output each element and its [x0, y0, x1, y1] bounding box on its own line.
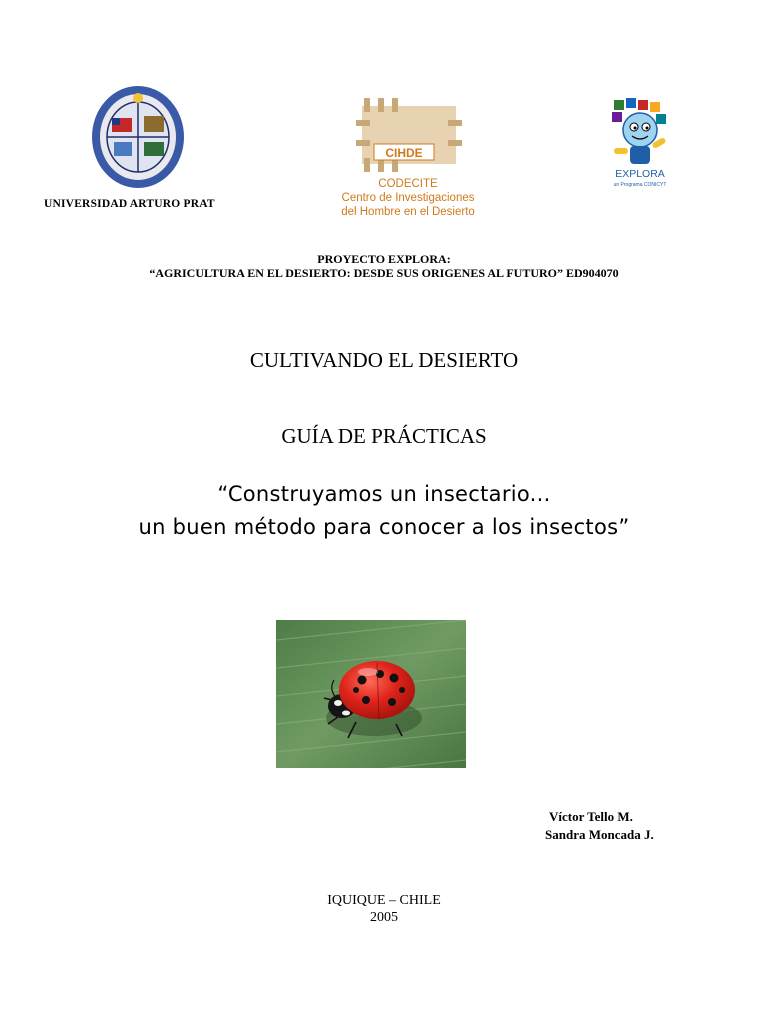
project-label: PROYECTO EXPLORA: [317, 252, 451, 266]
quote-line-1: “Construyamos un insectario... [217, 482, 551, 506]
svg-text:un Programa CONICYT: un Programa CONICYT [613, 182, 667, 188]
year: 2005 [370, 910, 398, 925]
author-1: Víctor Tello M. [549, 809, 633, 824]
authors [545, 808, 654, 844]
svg-text:CIHDE: CIHDE [385, 146, 423, 160]
university-name: UNIVERSIDAD ARTURO PRAT [44, 198, 215, 210]
explora-logo [600, 96, 680, 188]
project-title: “AGRICULTURA EN EL DESIERTO: DESDE SUS ORIGENES AL FUTURO” ED904070 [149, 266, 619, 280]
quote-line-2: un buen método para conocer a los insectos” [138, 515, 630, 539]
project-header [0, 252, 768, 280]
svg-text:EXPLORA: EXPLORA [615, 168, 665, 180]
codecite-caption [318, 177, 498, 219]
place: IQUIQUE – CHILE [327, 893, 441, 908]
author-2: Sandra Moncada J. [545, 827, 654, 842]
codecite-line-2: Centro de Investigaciones [341, 192, 475, 204]
document-subtitle: GUÍA DE PRÁCTICAS [281, 424, 487, 448]
cihde-logo [356, 96, 462, 174]
ladybug-photo [276, 620, 466, 768]
codecite-label: CODECITE [378, 178, 438, 190]
codecite-line-3: del Hombre en el Desierto [341, 206, 475, 218]
university-seal-logo [90, 84, 186, 190]
guide-quote [0, 478, 768, 544]
document-title: CULTIVANDO EL DESIERTO [249, 348, 519, 372]
place-and-year [0, 892, 768, 926]
